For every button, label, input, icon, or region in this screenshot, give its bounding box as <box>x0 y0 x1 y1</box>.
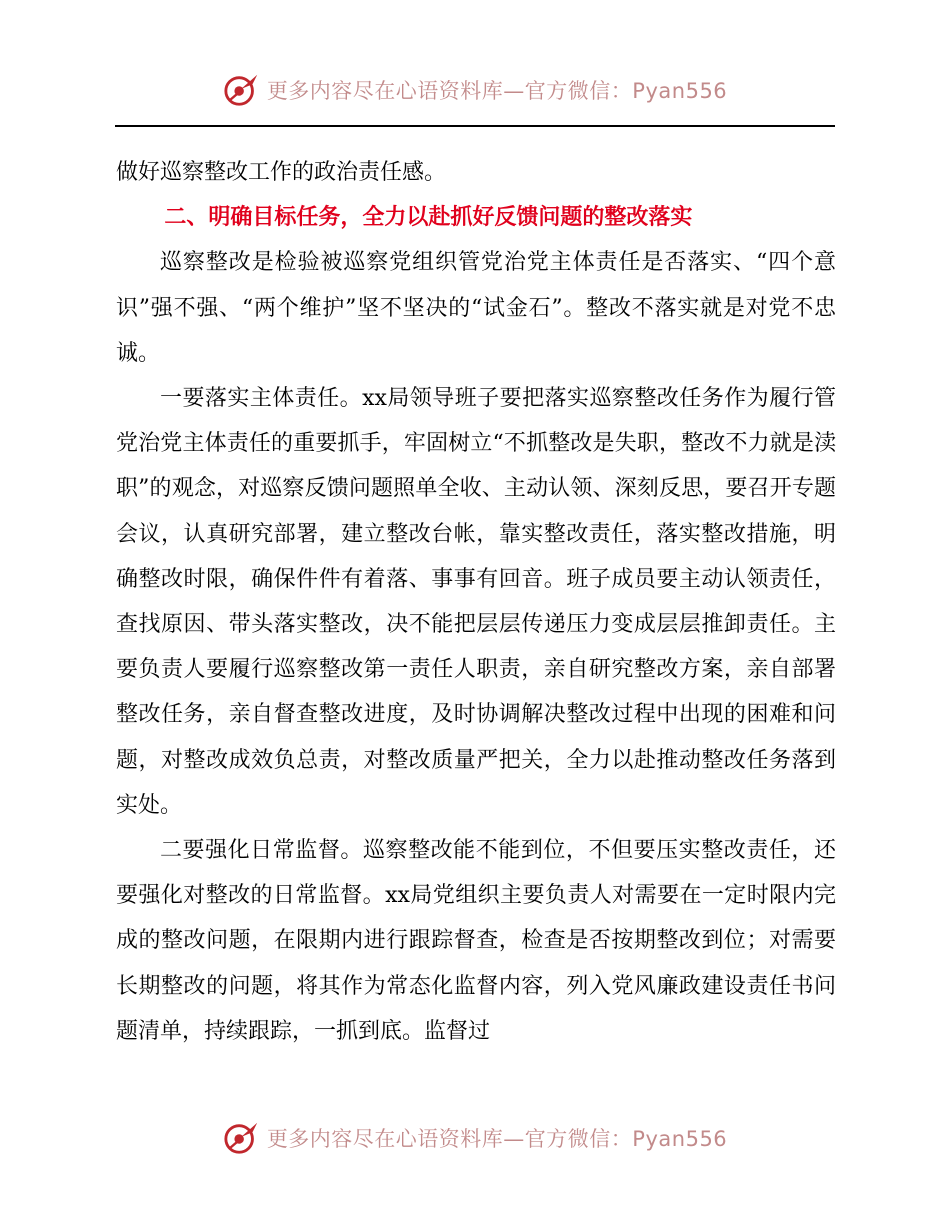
header-banner <box>0 70 950 110</box>
banner-text: 更多内容尽在心语资料库—官方微信：Pyan556 <box>266 79 728 103</box>
document-body <box>116 150 836 1054</box>
paragraph-daily-supervision: 二要强化日常监督。巡察整改能不能到位，不但要压实整改责任，还要强化对整改的日常监督。xx局党组织主要负责人对需要在一定时限内完成的整改问题，在限期内进行跟踪督查，检查是否按期整改到位；对需要长期整改的问题，将其作为常态化监督内容，列入党风廉政建设责任书问题清单，持续跟踪，一抓到底。监督过 <box>116 838 836 1044</box>
section-heading: 二、明确目标任务，全力以赴抓好反馈问题的整改落实 <box>164 205 693 231</box>
quill-logo-icon <box>223 71 261 109</box>
paragraph-intro: 巡察整改是检验被巡察党组织管党治党主体责任是否落实、“四个意识”强不强、“两个维护”坚不坚决的“试金石”。整改不落实就是对党不忠诚。 <box>116 250 836 366</box>
paragraph-main-responsibility: 一要落实主体责任。xx局领导班子要把落实巡察整改任务作为履行管党治党主体责任的重要抓手，牢固树立“不抓整改是失职，整改不力就是渎职”的观念，对巡察反馈问题照单全收、主动认领、深刻反思，要召开专题会议，认真研究部署，建立整改台帐，靠实整改责任，落实整改措施，明确整改时限，确保件件有着落、事事有回音。班子成员要主动认领责任，查找原因、带头落实整改，决不能把层层传递压力变成层层推卸责任。主要负责人要履行巡察整改第一责任人职责，亲自研究整改方案，亲自部署整改任务，亲自督查整改进度，及时协调解决整改过程中出现的困难和问题，对整改成效负总责，对整改质量严把关，全力以赴推动整改任务落到实处。 <box>116 386 836 818</box>
quill-logo-icon <box>223 1119 261 1157</box>
footer-banner <box>0 1118 950 1158</box>
header-divider <box>115 125 835 127</box>
banner-text: 更多内容尽在心语资料库—官方微信：Pyan556 <box>266 1127 728 1151</box>
paragraph-continuation: 做好巡察整改工作的政治责任感。 <box>116 160 447 185</box>
